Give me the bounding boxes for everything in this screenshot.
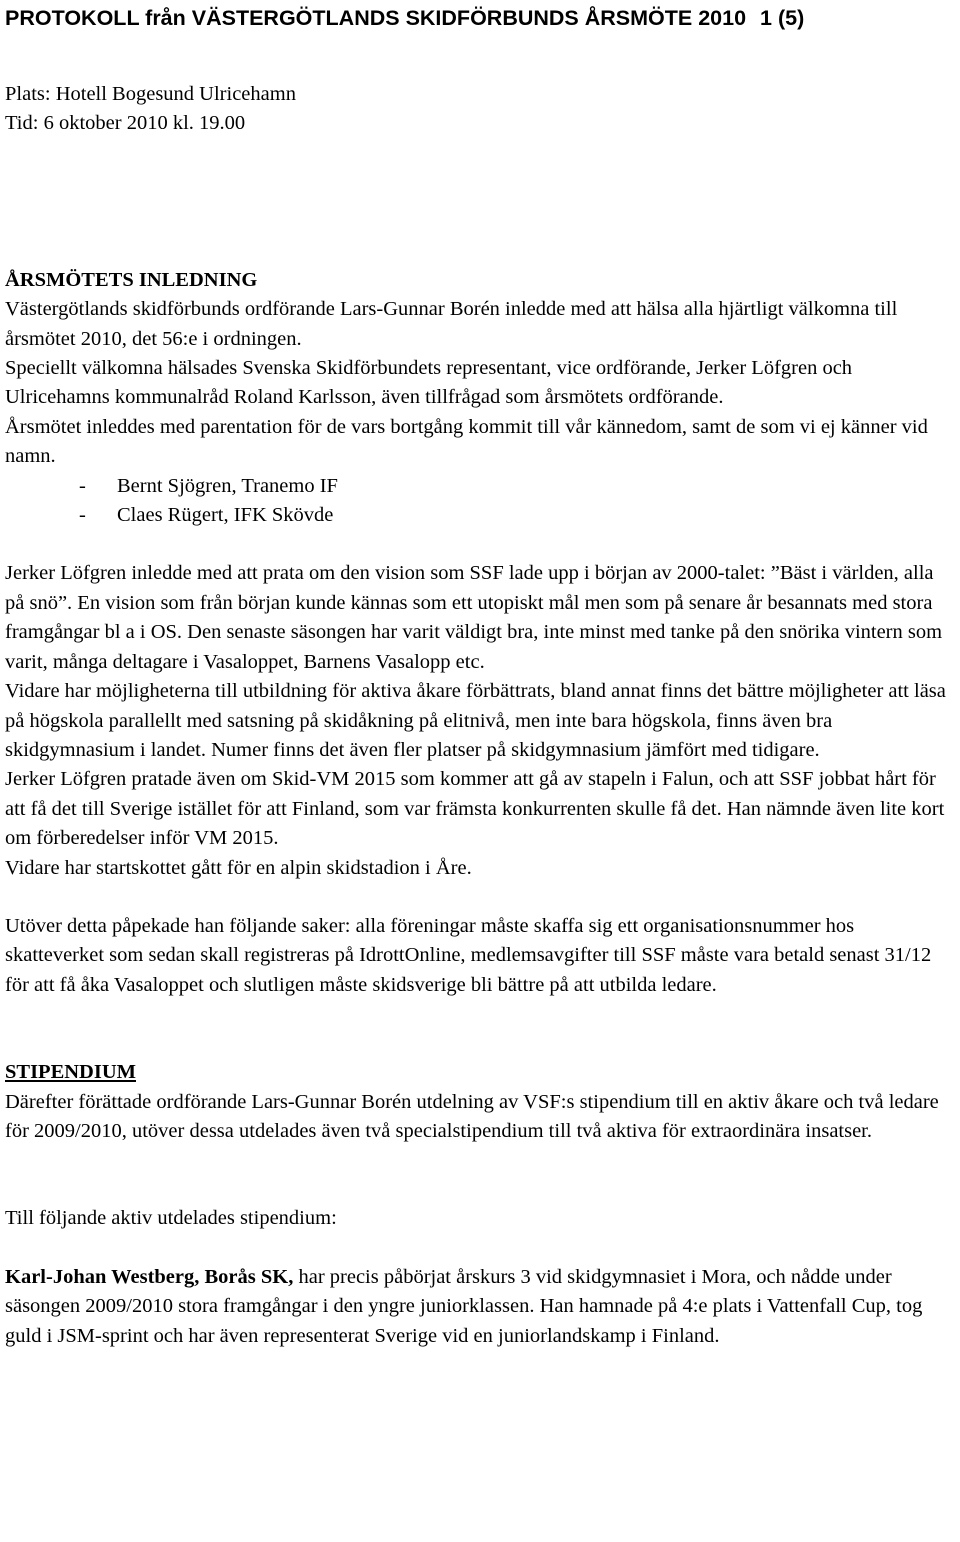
document-header <box>5 5 957 31</box>
header-page-number: 1 (5) <box>760 6 805 30</box>
section-heading-inledning: ÅRSMÖTETS INLEDNING <box>5 268 258 291</box>
header-title: PROTOKOLL från VÄSTERGÖTLANDS SKIDFÖRBUNDS ÅRSMÖTE 2010 <box>5 6 747 30</box>
document-page <box>5 0 957 1351</box>
recipient-name: Karl-Johan Westberg, Borås SK, <box>5 1265 294 1288</box>
list-dash: - <box>79 474 86 497</box>
memorial-item <box>5 472 957 501</box>
inledning-paragraph-1: Västergötlands skidförbunds ordförande Lars-Gunnar Borén inledde med att hälsa alla hjärtligt välkomna till årsmötet 2010, det 56:e i ordningen. <box>5 298 898 350</box>
memorial-name: Bernt Sjögren, Tranemo IF <box>117 474 338 497</box>
inledning-paragraph-4: Jerker Löfgren inledde med att prata om den vision som SSF lade upp i början av 2000-talet: ”Bäst i världen, alla på snö”. En vision som från början kunde kännas som ett utopiskt mål men som på senare år besannats med stora framgångar bl a i OS. Den senaste säsongen har varit väldigt bra, inte minst med tanke på den snörika vintern som varit, många deltagare i Vasaloppet, Barnens Vasalopp etc. <box>5 562 943 673</box>
inledning-paragraph-5: Vidare har möjligheterna till utbildning för aktiva åkare förbättrats, bland annat finns det bättre möjligheter att läsa på högskola parallellt med satsning på skidåkning på elitnivå, men inte bara högskola, finns även bra skidgymnasium i landet. Numer finns det även fler platser på skidgymnasium jämfört med tidigare. <box>5 680 946 761</box>
inledning-paragraph-7: Vidare har startskottet gått för en alpin skidstadion i Åre. <box>5 856 472 879</box>
list-dash: - <box>79 504 86 527</box>
inledning-paragraph-6: Jerker Löfgren pratade även om Skid-VM 2015 som kommer att gå av stapeln i Falun, och att SSF jobbat hårt för att få det till Sverige istället för att Finland, som var främsta konkurrenten skulle få det. Han nämnde även lite kort om förberedelser inför VM 2015. <box>5 768 945 850</box>
memorial-item <box>5 501 957 530</box>
meeting-location: Plats: Hotell Bogesund Ulricehamn <box>5 83 296 105</box>
stipendium-paragraph-2: Till följande aktiv utdelades stipendium: <box>5 1207 337 1230</box>
section-heading-stipendium: STIPENDIUM <box>5 1061 136 1084</box>
stipendium-recipient-paragraph <box>5 1263 957 1351</box>
inledning-paragraph-2: Speciellt välkomna hälsades Svenska Skidförbundets representant, vice ordförande, Jerker Löfgren och Ulricehamns kommunalråd Roland Karlsson, även tillfrågad som årsmötets ordförande. <box>5 357 853 409</box>
inledning-paragraph-3: Årsmötet inleddes med parentation för de vars bortgång kommit till vår kännedom, samt de som vi ej känner vid namn. <box>5 415 928 468</box>
meeting-time: Tid: 6 oktober 2010 kl. 19.00 <box>5 112 246 135</box>
inledning-paragraph-8: Utöver detta påpekade han följande saker: alla föreningar måste skaffa sig ett organisationsnummer hos skatteverket som sedan skall registreras på IdrottOnline, medlemsavgifter till SSF måste vara betald senast 31/12 för att få åka Vasaloppet och slutligen måste skidsverige bli bättre på att utbilda ledare. <box>5 914 932 996</box>
recipient-description: har precis påbörjat årskurs 3 vid skidgymnasiet i Mora, och nådde under säsongen 2009/2010 stora framgångar i den yngre juniorklassen. Han hamnade på 4:e plats i Vattenfall Cup, tog guld i JSM-sprint och har även representerat Sverige vid en juniorlandskamp i Finland. <box>5 1265 923 1347</box>
memorial-name: Claes Rügert, IFK Skövde <box>117 504 334 527</box>
stipendium-paragraph-1: Därefter förättade ordförande Lars-Gunnar Borén utdelning av VSF:s stipendium till en aktiv åkare och två ledare för 2009/2010, utöver dessa utdelades även två specialstipendium till två aktiva för extraordinära insatser. <box>5 1090 939 1142</box>
memorial-list <box>5 472 957 531</box>
